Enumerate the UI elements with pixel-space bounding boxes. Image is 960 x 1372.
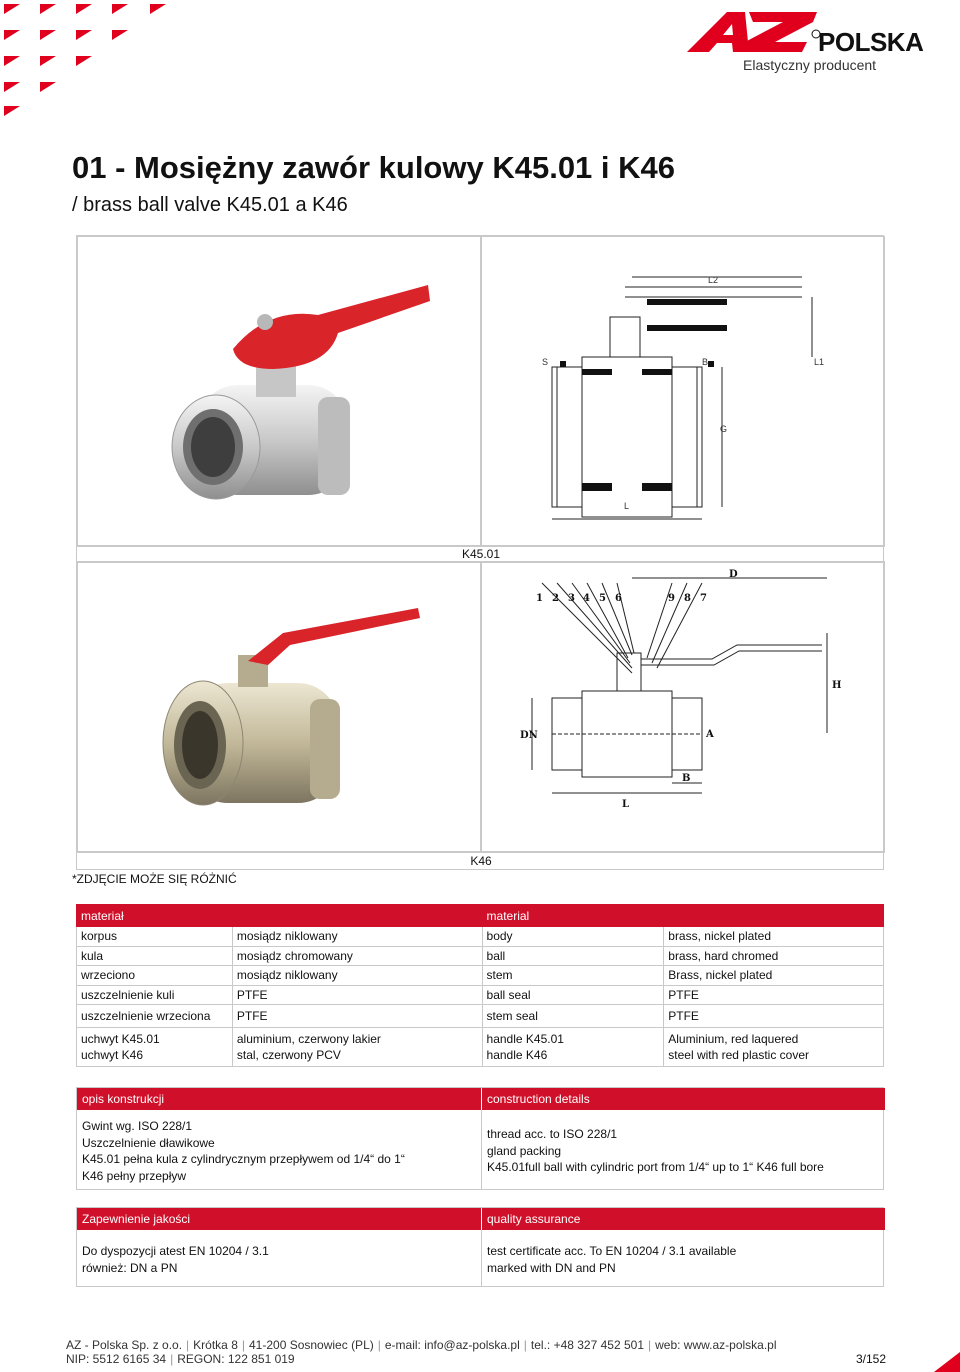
construction-header-en: construction details xyxy=(481,1088,885,1110)
part-pl: uszczelnienie kuli xyxy=(77,985,233,1005)
k4501-technical-drawing xyxy=(482,237,886,547)
drawing-label-l2: L2 xyxy=(708,275,719,285)
construction-pl-line: Uszczelnienie dławikowe xyxy=(82,1135,215,1150)
materials-header-pl: materiał xyxy=(77,905,483,927)
material-en: Brass, nickel plated xyxy=(664,966,884,986)
handle-material-pl-2: stal, czerwony PCV xyxy=(236,1048,341,1062)
quality-pl-line: również: DN a PN xyxy=(82,1260,178,1275)
drawing-label-a: A xyxy=(706,729,714,740)
drawing-label-g: G xyxy=(720,424,728,434)
quality-en-line: marked with DN and PN xyxy=(487,1260,616,1275)
part-en: ball xyxy=(482,946,664,966)
product-photo-grid xyxy=(76,235,884,870)
construction-en-line: K45.01full ball with cylindric port from 1/4“ up to 1“ K46 full bore xyxy=(487,1160,824,1174)
part-number-3: 3 xyxy=(568,593,575,604)
part-pl: kula xyxy=(77,946,233,966)
drawing-label-l1: L1 xyxy=(814,357,825,367)
drawing-label-dn: DN xyxy=(520,730,538,741)
k4501-valve-photo xyxy=(78,237,482,547)
materials-header-en: material xyxy=(482,905,883,927)
k4501-technical-drawing-cell xyxy=(481,236,885,546)
quality-en-line: test certificate acc. To EN 10204 / 3.1 available xyxy=(487,1244,737,1258)
page-subtitle: / brass ball valve K45.01 a K46 xyxy=(72,194,348,216)
page-title: 01 - Mosiężny zawór kulowy K45.01 i K46 xyxy=(72,150,676,185)
k46-technical-drawing xyxy=(482,563,886,853)
part-en: stem xyxy=(482,966,664,986)
part-number-5: 5 xyxy=(599,593,606,604)
footer-phone: tel.: +48 327 452 501 xyxy=(530,1338,644,1352)
drawing-label-b-k46: B xyxy=(682,773,691,784)
material-pl: PTFE xyxy=(232,1005,482,1028)
drawing-label-l-k46: L xyxy=(622,799,630,810)
k46-photo-cell xyxy=(77,562,481,852)
material-pl: mosiądz niklowany xyxy=(232,966,482,986)
footer-regon: REGON: 122 851 019 xyxy=(177,1352,295,1366)
footer-contact-line: AZ - Polska Sp. z o.o. | Krótka 8 | 41-200 Sosnowiec (PL) | e-mail: info@az-polska.pl | tel.: +48 327 452 501 | web: www.az-polska.pl xyxy=(66,1338,777,1352)
footer-city: 41-200 Sosnowiec (PL) xyxy=(249,1338,374,1352)
construction-pl-line: Gwint wg. ISO 228/1 xyxy=(82,1119,193,1133)
materials-table xyxy=(76,904,884,1067)
part-en: body xyxy=(482,927,664,947)
part-number-2: 2 xyxy=(552,593,559,604)
table-row xyxy=(77,946,884,966)
page-number: 3/152 xyxy=(856,1352,887,1366)
part-number-9: 9 xyxy=(668,593,675,604)
k4501-photo-cell xyxy=(77,236,481,546)
handle-material-en-2: steel with red plastic cover xyxy=(668,1048,809,1062)
handle-part-pl-2: uchwyt K46 xyxy=(81,1048,144,1062)
drawing-label-d: D xyxy=(729,569,738,580)
construction-section xyxy=(76,1087,884,1190)
construction-text-pl xyxy=(82,1118,477,1184)
drawing-label-b: B xyxy=(702,357,709,367)
handle-material-pl xyxy=(232,1028,482,1067)
table-row xyxy=(77,1005,884,1028)
handle-part-en xyxy=(482,1028,664,1067)
quality-pl-line: Do dyspozycji atest EN 10204 / 3.1 xyxy=(82,1244,269,1258)
footer-address: Krótka 8 xyxy=(193,1338,238,1352)
part-number-7: 7 xyxy=(700,593,707,604)
k46-caption: K46 xyxy=(77,852,885,870)
handle-part-pl xyxy=(77,1028,233,1067)
material-en: PTFE xyxy=(664,1005,884,1028)
quality-text-pl xyxy=(82,1243,477,1276)
quality-text-en xyxy=(487,1243,882,1276)
quality-header-pl: Zapewnienie jakości xyxy=(77,1208,481,1230)
drawing-label-l: L xyxy=(624,501,630,511)
company-logo xyxy=(687,10,922,80)
part-number-1: 1 xyxy=(536,593,543,604)
material-en: brass, hard chromed xyxy=(664,946,884,966)
handle-material-en-1: Aluminium, red laquered xyxy=(668,1032,799,1046)
table-row xyxy=(77,966,884,986)
drawing-label-h: H xyxy=(832,680,842,691)
section-divider xyxy=(481,1230,482,1286)
footer-company: AZ - Polska Sp. z o.o. xyxy=(66,1338,183,1352)
footer-registration-line: NIP: 5512 6165 34 | REGON: 122 851 019 xyxy=(66,1352,295,1366)
part-pl: uszczelnienie wrzeciona xyxy=(77,1005,233,1028)
part-pl: wrzeciono xyxy=(77,966,233,986)
drawing-label-s: S xyxy=(542,357,549,367)
part-number-4: 4 xyxy=(583,593,590,604)
construction-text-en xyxy=(487,1126,882,1176)
material-en: brass, nickel plated xyxy=(664,927,884,947)
handle-material-en xyxy=(664,1028,884,1067)
logo-tagline: Elastyczny producent xyxy=(743,57,877,73)
construction-pl-line: K46 pełny przepływ xyxy=(82,1168,187,1183)
corner-triangle-icon xyxy=(934,1352,960,1372)
az-logo-mark xyxy=(687,10,822,55)
corner-arrow-pattern xyxy=(0,0,180,120)
materials-header-row xyxy=(77,905,884,927)
quality-section xyxy=(76,1207,884,1287)
handle-part-en-1: handle K45.01 xyxy=(486,1032,564,1046)
material-en: PTFE xyxy=(664,985,884,1005)
handle-part-en-2: handle K46 xyxy=(486,1048,548,1062)
material-pl: mosiądz niklowany xyxy=(232,927,482,947)
construction-header-pl: opis konstrukcji xyxy=(77,1088,481,1110)
logo-name: POLSKA xyxy=(818,27,924,57)
quality-header-en: quality assurance xyxy=(481,1208,885,1230)
k46-technical-drawing-cell xyxy=(481,562,885,852)
part-en: stem seal xyxy=(482,1005,664,1028)
footer-email[interactable]: e-mail: info@az-polska.pl xyxy=(384,1338,520,1352)
construction-en-line: gland packing xyxy=(487,1143,562,1158)
material-pl: mosiądz chromowany xyxy=(232,946,482,966)
table-row xyxy=(77,927,884,947)
k46-valve-photo xyxy=(78,563,482,853)
footer-web[interactable]: web: www.az-polska.pl xyxy=(655,1338,777,1352)
handle-part-pl-1: uchwyt K45.01 xyxy=(81,1032,160,1046)
part-en: ball seal xyxy=(482,985,664,1005)
table-row xyxy=(77,985,884,1005)
construction-en-line: thread acc. to ISO 228/1 xyxy=(487,1127,618,1141)
photo-disclaimer: *ZDJĘCIE MOŻE SIĘ RÓŻNIĆ xyxy=(72,872,237,886)
part-pl: korpus xyxy=(77,927,233,947)
k4501-caption: K45.01 xyxy=(77,546,885,562)
table-row-handles xyxy=(77,1028,884,1067)
material-pl: PTFE xyxy=(232,985,482,1005)
handle-material-pl-1: aluminium, czerwony lakier xyxy=(236,1032,381,1046)
footer-nip: NIP: 5512 6165 34 xyxy=(66,1352,167,1366)
section-divider xyxy=(481,1110,482,1189)
construction-pl-line: K45.01 pełna kula z cylindrycznym przepływem od 1/4“ do 1“ xyxy=(82,1152,405,1166)
part-number-8: 8 xyxy=(684,593,691,604)
part-number-6: 6 xyxy=(615,593,622,604)
